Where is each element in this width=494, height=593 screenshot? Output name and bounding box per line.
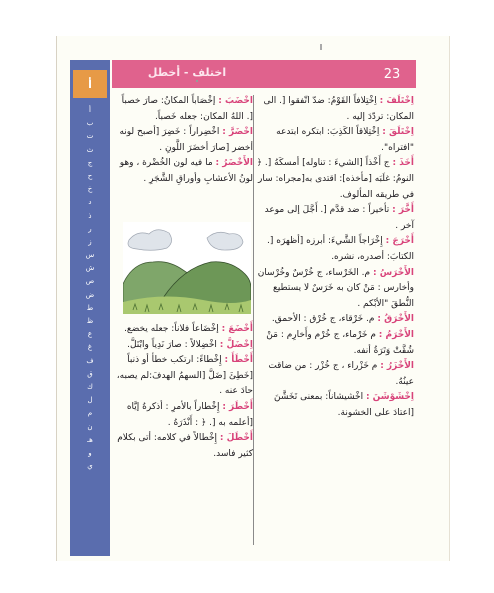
sidebar-letter: ض bbox=[85, 290, 95, 299]
entry-definition: إخْصَاباً المكانُ: صارَ خصباً [. اللهُ المكان: جعله خَصباً. bbox=[121, 96, 253, 122]
dictionary-entry bbox=[113, 125, 253, 156]
alphabet-sidebar bbox=[70, 60, 110, 556]
section-tab: أ bbox=[73, 70, 107, 98]
dictionary-entry bbox=[113, 156, 253, 187]
sidebar-letter: خ bbox=[87, 185, 93, 194]
dictionary-entry bbox=[256, 203, 414, 234]
dictionary-entry bbox=[256, 234, 414, 265]
entry-headword: الأَخْرَمُ : bbox=[378, 329, 414, 340]
sidebar-letter: ث bbox=[86, 145, 94, 154]
sidebar-letter: ل bbox=[87, 396, 93, 405]
sidebar-letter: م bbox=[87, 409, 93, 418]
sidebar-letter: ك bbox=[87, 382, 93, 391]
dictionary-entry bbox=[256, 359, 414, 390]
entry-definition: اخْشيشاناً: بمعنى تَخَشَّنَ [اعتادَ على الخشونة. bbox=[274, 392, 414, 418]
sidebar-letter: و bbox=[88, 448, 92, 457]
page-dot bbox=[196, 80, 198, 82]
entry-definition: إِخْرَاجاً الشَّيءَ: أبرزه [أظهرَه [. الكتابَ: أصدره، نشره. bbox=[267, 236, 414, 262]
entry-headword: الأَخْضَرُ : bbox=[215, 158, 253, 169]
sidebar-letter: ن bbox=[87, 422, 93, 431]
sidebar-letter: ز bbox=[88, 237, 92, 246]
dictionary-entry bbox=[113, 322, 253, 338]
entry-definition: إخْضَاعاً فلاناً: جعله يخضع. bbox=[124, 324, 222, 334]
sidebar-letter: ش bbox=[85, 264, 95, 273]
dictionary-entry bbox=[256, 390, 414, 421]
entry-headword: أَخْضَعَ : bbox=[221, 324, 253, 334]
dictionary-entry bbox=[256, 328, 414, 359]
entry-definition: إِخْطاءً: ارتكب خطأ أو ذنباً [خَطِئَ [ضَلَّ [السهمُ الهدفَ:لم يصبه، حادَ عنه . bbox=[116, 355, 253, 397]
dictionary-entry bbox=[113, 431, 253, 462]
entry-definition: اِخْتِلافاً القَوْمُ: ضدّ اتّفقوا [. الى المكان: تردّدَ إليه . bbox=[263, 96, 414, 122]
header-title: اختلف - أخطل bbox=[147, 65, 227, 79]
sidebar-letter: ر bbox=[88, 224, 92, 233]
entry-headword: اخْضَرَّ : bbox=[222, 127, 253, 138]
sidebar-letter: ذ bbox=[88, 211, 92, 220]
entry-headword: اخْضَبَ : bbox=[218, 96, 253, 106]
right-column bbox=[256, 94, 414, 421]
dictionary-entry bbox=[113, 94, 253, 125]
sidebar-letter: ف bbox=[86, 356, 94, 365]
entry-definition: م. الخَرْساء، ج خُرْسٌ وخُرْسان وأخارس : مَنْ كان به خَرَسٌ لا يستطيع النُّطقَ "الأبْكم . bbox=[257, 267, 414, 309]
sidebar-letter: س bbox=[85, 251, 95, 260]
dictionary-entry bbox=[256, 156, 414, 203]
entry-headword: اِخْضَلَّ : bbox=[219, 339, 253, 350]
dictionary-entry bbox=[113, 353, 253, 400]
entry-headword: أَخْطَأَ : bbox=[224, 355, 253, 366]
sidebar-letter: ب bbox=[86, 119, 94, 128]
entry-headword: أَخْرَجَ : bbox=[385, 236, 414, 247]
sidebar-letter: د bbox=[88, 198, 92, 207]
sidebar-letter: ح bbox=[87, 171, 93, 180]
left-column-bottom bbox=[113, 322, 253, 462]
sidebar-letter: ق bbox=[87, 369, 93, 378]
dictionary-entry bbox=[256, 94, 414, 125]
sidebar-letter: ص bbox=[85, 277, 95, 286]
entry-definition: تأخيراً : ضد قدَّم [. أَجَّلَ إلى موعد آخر . bbox=[264, 205, 414, 231]
entry-definition: إِخْطاراً بالأمرِ : أذكرهُ إيَّاه [أعلمه به [. ﴿ : أَنْذَرَهُ . bbox=[126, 401, 253, 428]
entry-headword: الأَخْرَسُ : bbox=[372, 267, 414, 278]
sidebar-letter: ط bbox=[86, 303, 94, 312]
sidebar-letter: ع bbox=[87, 330, 93, 339]
sidebar-letter: ج bbox=[87, 158, 93, 167]
sidebar-letter: غ bbox=[87, 343, 93, 352]
entry-definition: م خَزْراء ، ج خُزْر : من ضاقت عينُهُ. bbox=[268, 361, 414, 387]
entry-headword: أَخَّرَ : bbox=[392, 205, 414, 216]
entry-headword: أَخَذَ : bbox=[392, 158, 414, 169]
entry-headword: الأَخْرَقُ : bbox=[377, 314, 414, 325]
sidebar-letter: هـ bbox=[87, 435, 93, 444]
entry-definition: م. خَرْقاء، ج خُرْق : الأحمق. bbox=[271, 314, 378, 325]
entry-definition: م خَرْماء، ج خُرْم وأَخارِم : مَنْ شُقَّتْ وَتَرَةُ أنفه. bbox=[266, 329, 414, 356]
page-number: 23 bbox=[383, 66, 401, 82]
entry-headword: الأَخْزَرُ : bbox=[380, 361, 414, 372]
dictionary-entry bbox=[113, 400, 253, 431]
page-header bbox=[112, 60, 416, 88]
dictionary-entry bbox=[256, 312, 414, 328]
entry-headword: أَخْطَرَ : bbox=[222, 401, 253, 412]
sidebar-letter: ظ bbox=[86, 317, 94, 325]
sidebar-letter: أ bbox=[89, 106, 91, 114]
left-column-top bbox=[113, 94, 253, 188]
sidebar-letter-list bbox=[86, 104, 95, 473]
dictionary-entry bbox=[256, 266, 414, 313]
dictionary-entry bbox=[256, 125, 414, 156]
entry-definition: ما فيه لون الخُضْرة ، وهو لونُ الأعشابِ وأوراقِ الشَّجَرِ . bbox=[119, 158, 253, 184]
entry-headword: اِخْشَوْشَنَ : bbox=[365, 392, 414, 403]
sidebar-letter: ت bbox=[86, 132, 94, 141]
entry-headword: اِخْتَلَفَ : bbox=[379, 96, 414, 106]
hills-illustration bbox=[123, 222, 251, 314]
column-divider bbox=[253, 95, 254, 545]
entry-definition: اخْضِراراً : خَضِرَ [أصبح لونه أخضر [صارَ أخضَرَ اللَّونِ . bbox=[119, 127, 253, 153]
entry-definition: ج أَخْذاً [الشيءَ : تناوله] أمسكَهُ [. ﴿ النومُ: غلَبَه [مأخذه]: اقتدى به[مجراه: سار في طريقه المألوف. bbox=[256, 158, 414, 200]
sidebar-letter: ي bbox=[87, 462, 93, 471]
dictionary-entry bbox=[113, 338, 253, 354]
entry-headword: أَخْطَلَ : bbox=[219, 433, 253, 444]
entry-headword: اِخْتَلَقَ : bbox=[382, 127, 414, 138]
entry-definition: إِخْطالاً في كلامه: أتى بكلام كثير فاسد. bbox=[117, 433, 253, 459]
entry-definition: اخْضِلالاً : صارَ نَدِياً وابْتَلَّ. bbox=[127, 339, 220, 350]
page-mark bbox=[320, 44, 322, 50]
entry-definition: اِخْتِلاقاً الكَذِبَ: ابتكره ابتدعه "افتراه". bbox=[276, 127, 414, 153]
